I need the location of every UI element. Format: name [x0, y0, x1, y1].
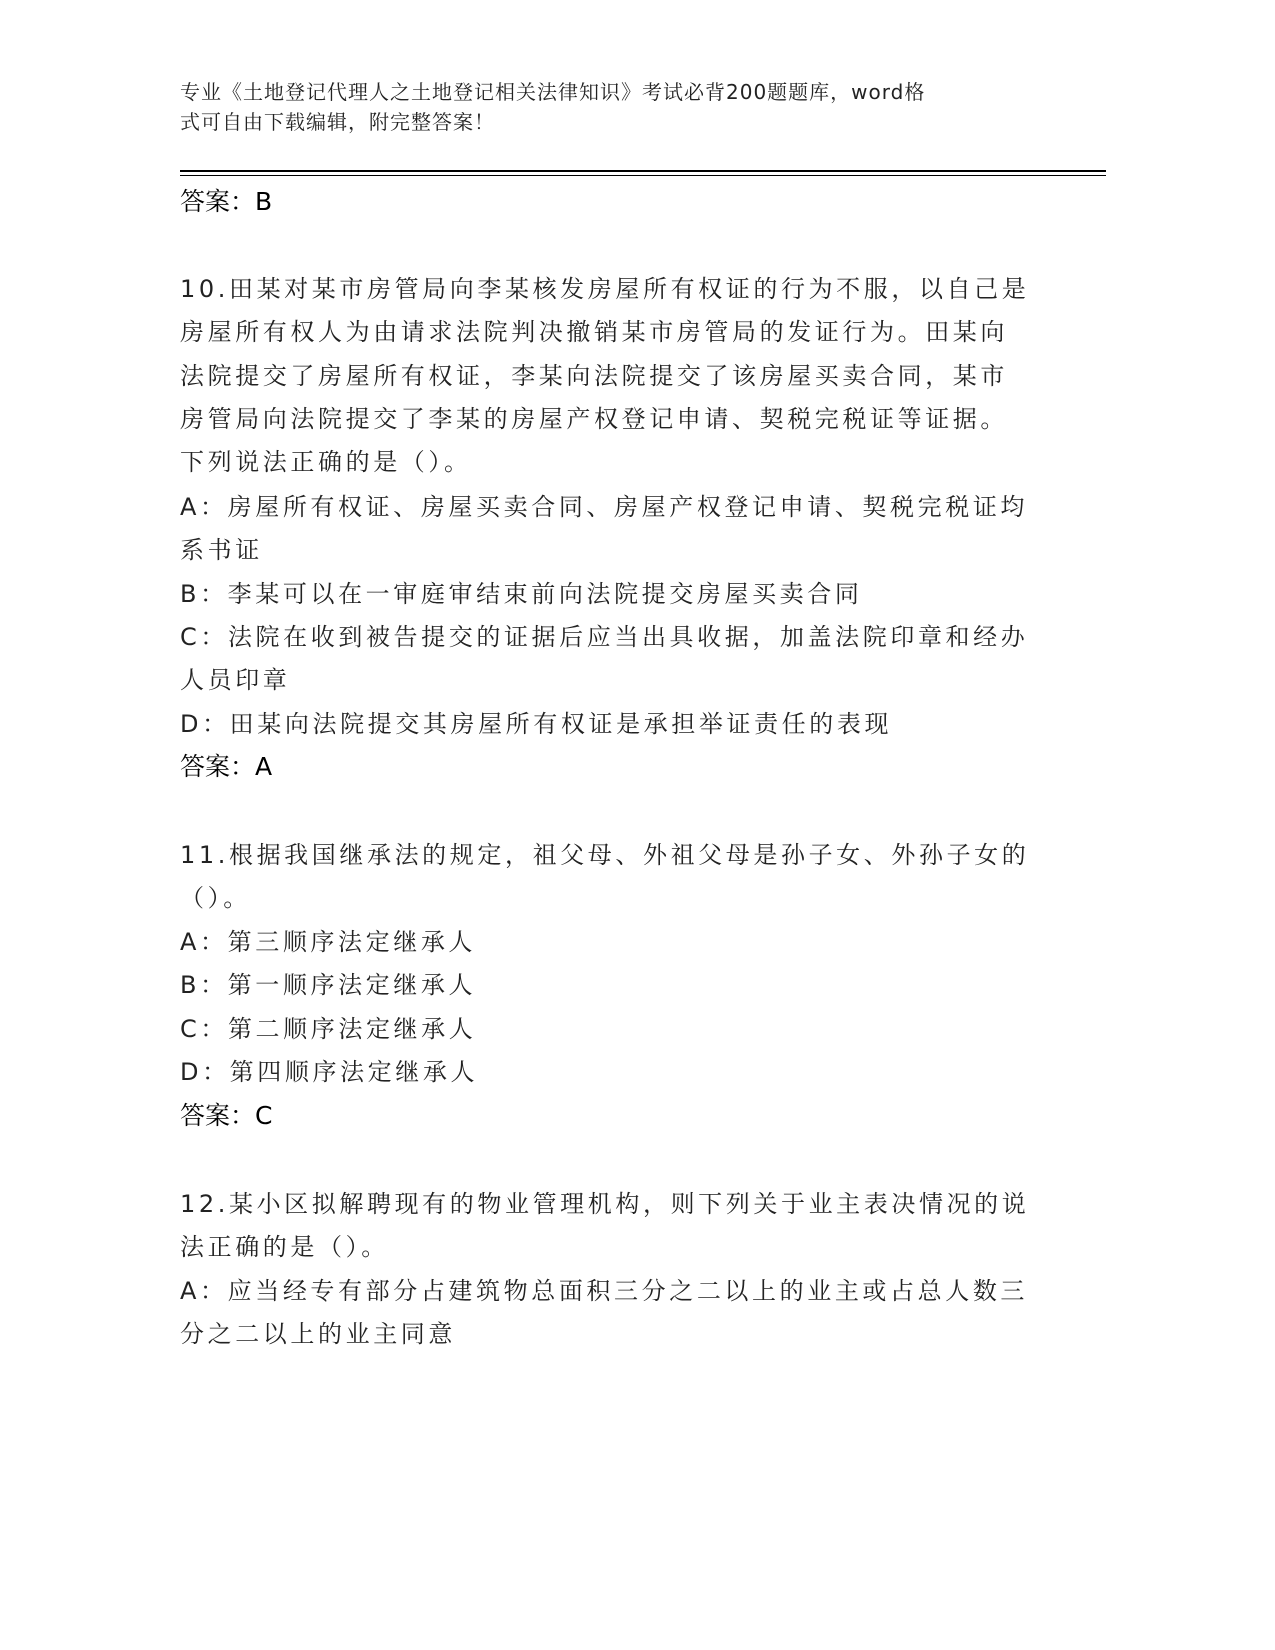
option-a: 分之二以上的业主同意 — [180, 1320, 456, 1348]
option-a: A：第三顺序法定继承人 — [180, 928, 477, 956]
option-c: C：法院在收到被告提交的证据后应当出具收据，加盖法院印章和经办 — [180, 623, 1029, 651]
question-text: 法院提交了房屋所有权证，李某向法院提交了该房屋买卖合同，某市 — [180, 362, 1008, 390]
option-d: D：田某向法院提交其房屋所有权证是承担举证责任的表现 — [180, 710, 893, 738]
option-a: A：应当经专有部分占建筑物总面积三分之二以上的业主或占总人数三 — [180, 1277, 1029, 1305]
question-text: 法正确的是（）。 — [180, 1233, 389, 1261]
option-a: 系书证 — [180, 536, 263, 564]
answer-label: 答案：C — [180, 1101, 273, 1130]
divider — [180, 175, 1106, 176]
divider — [180, 170, 1106, 172]
option-b: B：李某可以在一审庭审结束前向法院提交房屋买卖合同 — [180, 580, 863, 608]
question-text: 房屋所有权人为由请求法院判决撤销某市房管局的发证行为。田某向 — [180, 318, 1008, 346]
answer-label: 答案：A — [180, 752, 273, 781]
header-line: 式可自由下载编辑，附完整答案！ — [180, 110, 495, 134]
answer-label: 答案：B — [180, 187, 273, 216]
option-d: D：第四顺序法定继承人 — [180, 1058, 479, 1086]
question-text: 11.根据我国继承法的规定，祖父母、外祖父母是孙子女、外孙子女的 — [180, 841, 1030, 869]
option-b: B：第一顺序法定继承人 — [180, 971, 477, 999]
question-text: （）。 — [180, 884, 251, 912]
question-text: 10.田某对某市房管局向李某核发房屋所有权证的行为不服，以自己是 — [180, 275, 1030, 303]
option-c: 人员印章 — [180, 666, 291, 694]
question-text: 12.某小区拟解聘现有的物业管理机构，则下列关于业主表决情况的说 — [180, 1190, 1030, 1218]
option-c: C：第二顺序法定继承人 — [180, 1015, 477, 1043]
question-text: 房管局向法院提交了李某的房屋产权登记申请、契税完税证等证据。 — [180, 405, 1008, 433]
header-line: 专业《土地登记代理人之土地登记相关法律知识》考试必背200题题库，word格 — [180, 80, 926, 104]
question-text: 下列说法正确的是（）。 — [180, 448, 472, 476]
option-a: A：房屋所有权证、房屋买卖合同、房屋产权登记申请、契税完税证均 — [180, 493, 1029, 521]
